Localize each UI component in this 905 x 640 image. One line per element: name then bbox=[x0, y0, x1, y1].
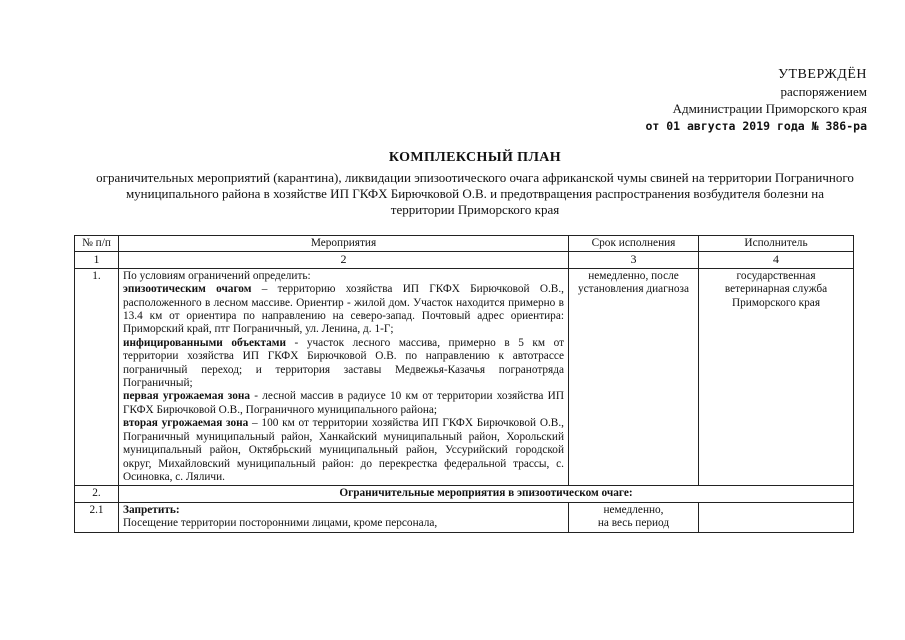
measures-focus bbox=[123, 283, 564, 337]
column-number-row bbox=[75, 252, 854, 268]
row-term: немедленно, после установления диагноза bbox=[569, 268, 699, 486]
row-measures bbox=[119, 268, 569, 486]
row-number: 2.1 bbox=[75, 502, 119, 532]
table-header-row bbox=[75, 236, 854, 252]
row-executor-empty bbox=[699, 502, 854, 532]
column-number-4: 4 bbox=[699, 252, 854, 268]
prohibit-text: Посещение территории посторонними лицами, кроме персонала, bbox=[123, 517, 438, 530]
zone2-text: – 100 км от территории хозяйства ИП ГКФХ Бирючковой О.В., Пограничный муниципальный район, Ханкайский муниципальный район, Хорольский муниципальный район, Октябрьский муниципальный район, Уссурийский городской округ, Михайловский муниципальный район: до перекрестка федеральной трассы, с. Осиновка, с. Ляличи. bbox=[123, 417, 564, 483]
zone1-term: первая угрожаемая зона bbox=[123, 390, 251, 403]
measures-intro: По условиям ограничений определить: bbox=[123, 269, 311, 282]
section-title-cell bbox=[119, 486, 854, 502]
measures-zone1 bbox=[123, 390, 564, 417]
measures-zone2 bbox=[123, 417, 564, 484]
header-cell-measures: Мероприятия bbox=[119, 236, 569, 252]
plan-heading bbox=[95, 150, 855, 218]
table-row bbox=[75, 486, 854, 502]
zone2-term: вторая угрожаемая зона bbox=[123, 417, 249, 430]
row-executor: государственная ветеринарная служба Приморского края bbox=[699, 268, 854, 486]
focus-text: – территорию хозяйства ИП ГКФХ Бирючковой О.В., расположенного в лесном массиве. Ориентир - жилой дом. Участок находится примерно в 13.4 км от ориентира по направлению на северо-запад. Почтовый адрес ориентира: Приморский край, птг Пограничный, ул. Ленина, д. 1-Г; bbox=[123, 283, 564, 336]
prohibit-label: Запретить: bbox=[123, 503, 180, 516]
header-cell-number: № п/п bbox=[75, 236, 119, 252]
column-number-1: 1 bbox=[75, 252, 119, 268]
approval-date-number: от 01 августа 2019 года № 386-ра bbox=[645, 119, 867, 133]
table-row bbox=[75, 268, 854, 486]
focus-term: эпизоотическим очагом bbox=[123, 283, 252, 296]
prohibit-label-line bbox=[123, 504, 564, 517]
plan-subtitle: ограничительных мероприятий (карантина), ликвидации эпизоотического очага африканской чумы свиней на территории Пограничного муниципального района в хозяйстве ИП ГКФХ Бирючковой О.В. и предотвращения распространения возбудителя болезни на территории Приморского края bbox=[96, 170, 854, 217]
term-line-1: немедленно, bbox=[603, 503, 664, 516]
plan-title: КОМПЛЕКСНЫЙ ПЛАН bbox=[388, 150, 562, 165]
approval-title: УТВЕРЖДЁН bbox=[778, 67, 867, 82]
zone1-text: - лесной массив в радиусе 10 км от территории хозяйства ИП ГКФХ Бирючковой О.В., Пограничного муниципального района; bbox=[123, 390, 564, 416]
approval-line-order: распоряжением bbox=[780, 84, 867, 99]
measures-infected bbox=[123, 337, 564, 391]
approval-line-authority: Администрации Приморского края bbox=[672, 101, 867, 116]
infected-text: - участок лесного массива, примерно в 5 км от территории хозяйства ИП ГКФХ Бирючковой О.В. по направлению к автотрассе пограничный переход; и территория заставы Медвежья-Казачья погранотряда Пограничный; bbox=[123, 336, 565, 390]
row-number: 1. bbox=[75, 268, 119, 486]
row-term bbox=[569, 502, 699, 532]
row-measures bbox=[119, 502, 569, 532]
header-cell-term: Срок исполнения bbox=[569, 236, 699, 252]
row-number: 2. bbox=[75, 486, 119, 502]
header-cell-executor: Исполнитель bbox=[699, 236, 854, 252]
term-line-2: на весь период bbox=[597, 517, 670, 530]
infected-term: инфицированными объектами bbox=[123, 336, 287, 349]
column-number-3: 3 bbox=[569, 252, 699, 268]
column-number-2: 2 bbox=[119, 252, 569, 268]
table-row bbox=[75, 502, 854, 532]
approval-block bbox=[645, 66, 867, 135]
section-title: Ограничительные мероприятия в эпизоотическом очаге: bbox=[339, 487, 633, 500]
measures-table bbox=[74, 235, 854, 533]
